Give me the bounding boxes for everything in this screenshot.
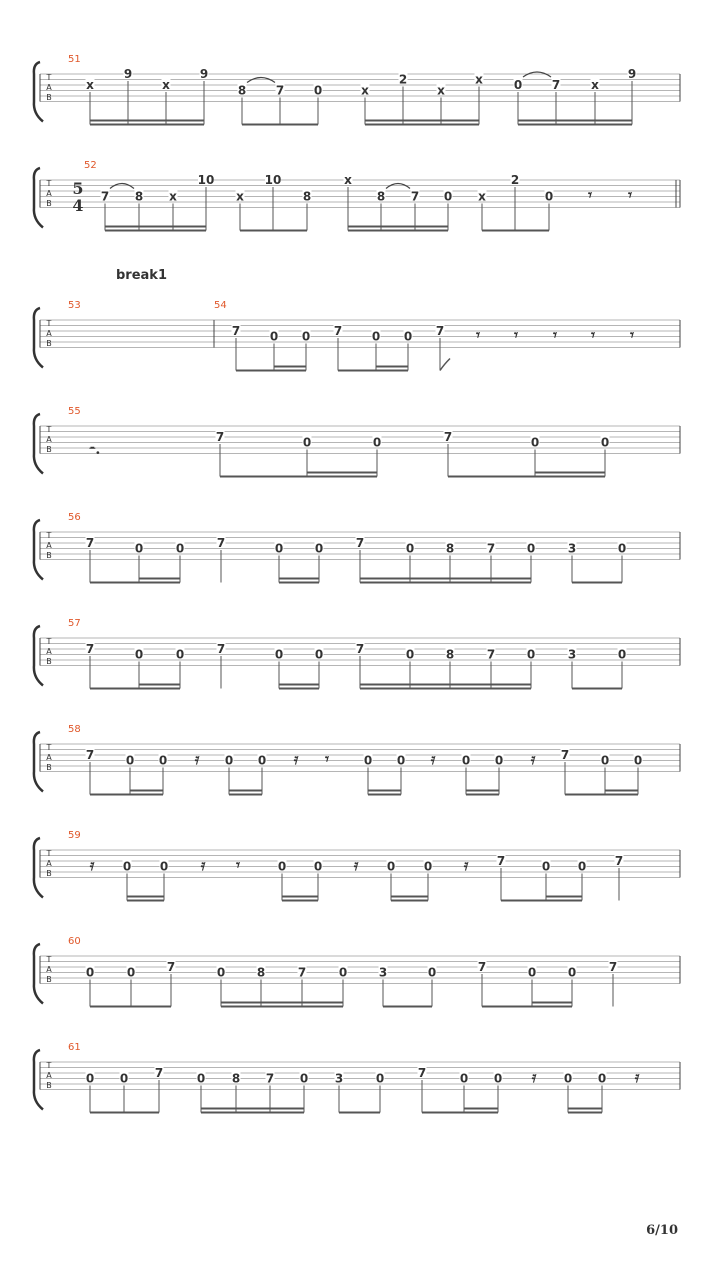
fret-number: 0 <box>372 435 382 450</box>
tab-clef-letter: A <box>46 435 52 444</box>
measure-number: 51 <box>68 54 81 65</box>
fret-number: 3 <box>567 541 577 556</box>
tab-clef-letter: B <box>46 339 52 348</box>
fret-number: 0 <box>122 859 132 874</box>
rest-symbol: 𝄾 <box>628 186 632 204</box>
fret-number: 10 <box>264 173 282 187</box>
fret-number: 7 <box>297 965 307 980</box>
staff-system <box>34 54 680 125</box>
fret-number: 7 <box>231 324 241 338</box>
fret-number: 7 <box>216 642 226 656</box>
fret-number: 0 <box>423 859 433 874</box>
fret-number: 0 <box>119 1071 129 1086</box>
staff-system <box>34 160 680 231</box>
fret-number: 7 <box>486 541 496 556</box>
fret-number: 7 <box>355 536 365 550</box>
fret-number: 3 <box>378 965 388 980</box>
rest-symbol: 𝄾 <box>591 326 595 344</box>
fret-number: 0 <box>563 1071 573 1086</box>
fret-number: 7 <box>154 1066 164 1080</box>
fret-number: 7 <box>486 647 496 662</box>
tab-clef-letter: B <box>46 445 52 454</box>
fret-number: 8 <box>231 1071 241 1086</box>
fret-number: 7 <box>85 642 95 656</box>
fret-number: 7 <box>560 748 570 762</box>
fret-number: 7 <box>166 960 176 974</box>
fret-number: x <box>169 189 177 204</box>
rest-symbol: 𝄼. <box>89 440 101 458</box>
fret-number: 8 <box>256 965 266 980</box>
fret-number: 0 <box>600 753 610 768</box>
fret-number: 7 <box>355 642 365 656</box>
tab-clef-letter: T <box>46 637 52 646</box>
fret-number: 0 <box>257 753 267 768</box>
fret-number: 8 <box>445 647 455 662</box>
time-signature-top: 5 <box>72 179 84 198</box>
fret-number: 0 <box>597 1071 607 1086</box>
staff-system <box>34 830 680 901</box>
measure-number: 59 <box>68 830 81 841</box>
fret-number: 7 <box>496 854 506 868</box>
fret-number: 9 <box>123 67 133 81</box>
fret-number: 8 <box>376 189 386 204</box>
fret-number: 0 <box>526 647 536 662</box>
fret-number: 0 <box>338 965 348 980</box>
tab-clef-letter: A <box>46 541 52 550</box>
measure-number: 55 <box>68 406 81 417</box>
fret-number: 0 <box>617 647 627 662</box>
tab-clef-letter: B <box>46 657 52 666</box>
fret-number: 8 <box>134 189 144 204</box>
system-bracket <box>34 168 43 228</box>
fret-number: 0 <box>314 647 324 662</box>
fret-number: 8 <box>445 541 455 556</box>
fret-number: 7 <box>275 83 285 98</box>
fret-number: 0 <box>403 329 413 344</box>
fret-number: 0 <box>125 753 135 768</box>
measure-number: 60 <box>68 936 81 947</box>
fret-number: 0 <box>526 541 536 556</box>
fret-number: 0 <box>493 1071 503 1086</box>
fret-number: 0 <box>126 965 136 980</box>
page-number: 6/10 <box>646 1223 678 1238</box>
fret-number: 0 <box>134 647 144 662</box>
fret-number: 0 <box>274 541 284 556</box>
fret-number: 0 <box>299 1071 309 1086</box>
tab-clef-letter: T <box>46 849 52 858</box>
tab-clef-letter: T <box>46 179 52 188</box>
fret-number: 0 <box>274 647 284 662</box>
fret-number: 0 <box>567 965 577 980</box>
fret-number: 2 <box>510 173 520 187</box>
fret-number: 8 <box>302 189 312 204</box>
tab-clef-letter: T <box>46 425 52 434</box>
system-bracket <box>34 308 43 368</box>
fret-number: 0 <box>461 753 471 768</box>
measure-number: 57 <box>68 618 81 629</box>
measure-number: 52 <box>84 160 97 171</box>
tab-clef-letter: A <box>46 965 52 974</box>
rest-symbol: 𝄾 <box>630 326 634 344</box>
fret-number: 7 <box>477 960 487 974</box>
fret-number: x <box>236 189 244 204</box>
tab-clef-letter: B <box>46 1081 52 1090</box>
tab-clef-letter: B <box>46 975 52 984</box>
staff-system <box>34 936 680 1007</box>
fret-number: x <box>591 78 599 92</box>
fret-number: 0 <box>396 753 406 768</box>
rest-symbol: 𝄾 <box>514 326 518 344</box>
rest-symbol: 𝄿 <box>530 750 536 768</box>
staff-system <box>34 300 680 371</box>
time-signature-bottom: 4 <box>72 196 84 215</box>
fret-number: 0 <box>175 541 185 556</box>
fret-number: 7 <box>100 189 110 204</box>
rest-symbol: 𝄾 <box>236 856 240 874</box>
staff-system <box>34 1042 680 1113</box>
rest-symbol: 𝄿 <box>200 856 206 874</box>
fret-number: 0 <box>363 753 373 768</box>
fret-number: 7 <box>551 78 561 92</box>
fret-number: 0 <box>544 189 554 204</box>
system-bracket <box>34 520 43 580</box>
tab-clef-letter: T <box>46 955 52 964</box>
fret-number: 8 <box>237 83 247 98</box>
fret-number: x <box>86 78 94 92</box>
fret-number: x <box>437 83 445 98</box>
tab-clef-letter: T <box>46 319 52 328</box>
fret-number: 7 <box>85 748 95 762</box>
system-bracket <box>34 626 43 686</box>
fret-number: 7 <box>265 1071 275 1086</box>
fret-number: 0 <box>158 753 168 768</box>
fret-number: 7 <box>608 960 618 974</box>
fret-number: 0 <box>302 435 312 450</box>
fret-number: 0 <box>375 1071 385 1086</box>
fret-number: 0 <box>405 647 415 662</box>
rest-symbol: 𝄿 <box>430 750 436 768</box>
fret-number: 7 <box>435 324 445 338</box>
measure-number: 53 <box>68 300 81 311</box>
system-bracket <box>34 1050 43 1110</box>
tab-clef-letter: T <box>46 743 52 752</box>
fret-number: 0 <box>313 859 323 874</box>
note-flag <box>440 359 450 371</box>
fret-number: 7 <box>216 536 226 550</box>
fret-number: 3 <box>567 647 577 662</box>
fret-number: 0 <box>269 329 279 344</box>
fret-number: 0 <box>159 859 169 874</box>
fret-number: 0 <box>600 435 610 450</box>
fret-number: 7 <box>333 324 343 338</box>
measure-number: 54 <box>214 300 227 311</box>
tab-clef-letter: A <box>46 189 52 198</box>
rest-symbol: 𝄿 <box>463 856 469 874</box>
fret-number: 0 <box>314 541 324 556</box>
fret-number: 0 <box>85 1071 95 1086</box>
tab-clef-letter: A <box>46 1071 52 1080</box>
system-bracket <box>34 62 43 122</box>
measure-number: 56 <box>68 512 81 523</box>
fret-number: 0 <box>527 965 537 980</box>
fret-number: 9 <box>199 67 209 81</box>
rest-symbol: 𝄿 <box>531 1068 537 1086</box>
tab-clef-letter: B <box>46 763 52 772</box>
section-label: break1 <box>116 268 167 283</box>
measure-number: 58 <box>68 724 81 735</box>
rest-symbol: 𝄿 <box>293 750 299 768</box>
fret-number: 10 <box>197 173 215 187</box>
tab-clef-letter: T <box>46 531 52 540</box>
fret-number: 0 <box>541 859 551 874</box>
system-bracket <box>34 732 43 792</box>
fret-number: x <box>478 189 486 204</box>
tab-clef-letter: B <box>46 93 52 102</box>
rest-symbol: 𝄾 <box>325 750 329 768</box>
tab-clef-letter: A <box>46 859 52 868</box>
fret-number: 7 <box>410 189 420 204</box>
fret-number: x <box>162 78 170 92</box>
fret-number: 0 <box>175 647 185 662</box>
fret-number: 0 <box>196 1071 206 1086</box>
fret-number: 0 <box>427 965 437 980</box>
staff-system <box>34 406 680 477</box>
staff-system <box>34 512 680 583</box>
fret-number: 0 <box>443 189 453 204</box>
rest-symbol: 𝄾 <box>476 326 480 344</box>
rest-symbol: 𝄿 <box>353 856 359 874</box>
fret-number: 0 <box>577 859 587 874</box>
tab-clef-letter: A <box>46 83 52 92</box>
rest-symbol: 𝄿 <box>89 856 95 874</box>
fret-number: 0 <box>617 541 627 556</box>
tab-clef-letter: T <box>46 1061 52 1070</box>
tab-clef-letter: A <box>46 329 52 338</box>
fret-number: 0 <box>301 329 311 344</box>
rest-symbol: 𝄿 <box>634 1068 640 1086</box>
fret-number: 0 <box>224 753 234 768</box>
fret-number: 0 <box>277 859 287 874</box>
fret-number: 0 <box>633 753 643 768</box>
fret-number: 0 <box>405 541 415 556</box>
fret-number: 0 <box>530 435 540 450</box>
fret-number: 0 <box>494 753 504 768</box>
tab-clef-letter: B <box>46 199 52 208</box>
fret-number: 7 <box>614 854 624 868</box>
fret-number: 7 <box>443 430 453 444</box>
fret-number: 0 <box>513 78 523 92</box>
fret-number: 0 <box>216 965 226 980</box>
tab-clef-letter: A <box>46 647 52 656</box>
measure-number: 61 <box>68 1042 81 1053</box>
staff-system <box>34 618 680 689</box>
fret-number: 0 <box>386 859 396 874</box>
fret-number: 3 <box>334 1071 344 1086</box>
fret-number: x <box>344 173 352 187</box>
fret-number: 7 <box>85 536 95 550</box>
tab-clef-letter: B <box>46 551 52 560</box>
fret-number: 7 <box>215 430 225 444</box>
fret-number: 2 <box>398 72 408 87</box>
fret-number: x <box>361 83 369 98</box>
tab-clef-letter: T <box>46 73 52 82</box>
fret-number: 9 <box>627 67 637 81</box>
rest-symbol: 𝄾 <box>588 186 592 204</box>
rest-symbol: 𝄿 <box>194 750 200 768</box>
fret-number: 0 <box>85 965 95 980</box>
fret-number: 0 <box>313 83 323 98</box>
tab-clef-letter: A <box>46 753 52 762</box>
staff-system <box>34 724 680 795</box>
system-bracket <box>34 944 43 1004</box>
system-bracket <box>34 838 43 898</box>
fret-number: 0 <box>371 329 381 344</box>
system-bracket <box>34 414 43 474</box>
fret-number: 0 <box>134 541 144 556</box>
fret-number: 7 <box>417 1066 427 1080</box>
fret-number: 0 <box>459 1071 469 1086</box>
fret-number: x <box>475 72 483 87</box>
rest-symbol: 𝄾 <box>553 326 557 344</box>
tab-clef-letter: B <box>46 869 52 878</box>
